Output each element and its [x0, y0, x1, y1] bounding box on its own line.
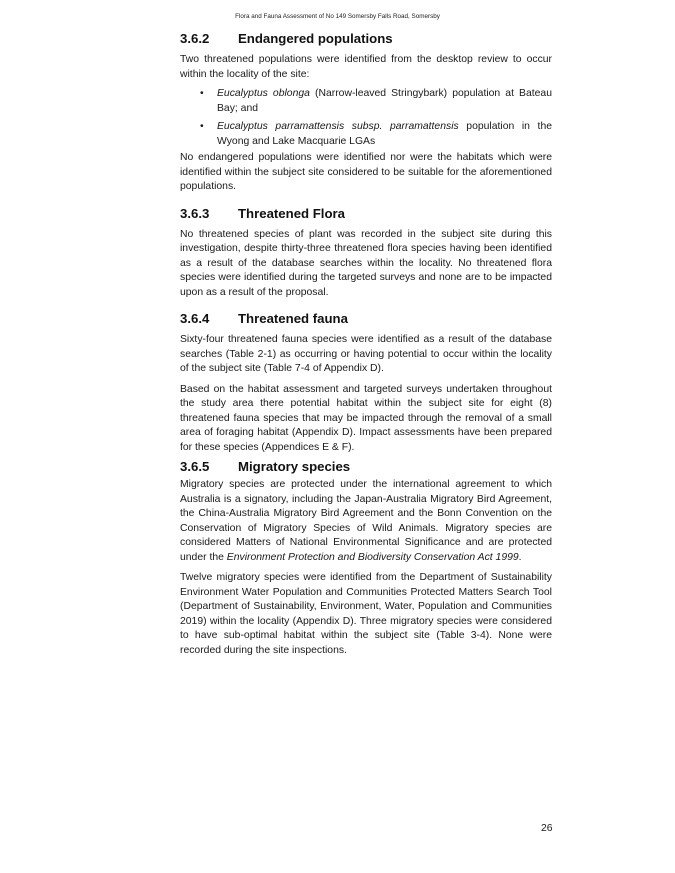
- species-name: Eucalyptus parramattensis subsp. parramattensis: [217, 121, 459, 132]
- paragraph: Two threatened populations were identified from the desktop review to occur within the locality of the site:: [180, 54, 552, 80]
- paragraph: [180, 478, 552, 565]
- heading-3-6-5: [180, 459, 552, 475]
- paragraph: Twelve migratory species were identified from the Department of Sustainability Environment Water Population and Communities Protected Matters Search Tool (Department of Sustainability, Environment, Water, Population and Communities 2019) within the locality (Appendix D). Three migratory species were considered to have sub-optimal habitat within the subject site (Table 3-4). None were recorded during the site inspections.: [180, 572, 552, 656]
- act-title: Environment Protection and Biodiversity Conservation Act 1999: [226, 551, 519, 563]
- paragraph-text: Migratory species are protected under the international agreement to which Australia is a signatory, including the Japan-Australia Migratory Bird Agreement, the China-Australia Migratory Bird Agreement and the Bonn Convention on the Conservation of Migratory Species of Wild Animals. Migratory species are considered Matters of National Environmental Significance and are protected under the: [180, 479, 552, 563]
- paragraph: No threatened species of plant was recorded in the subject site during this investigation, despite thirty-three threatened flora species having been identified as a result of the database searches within the locality. No threatened flora species were identified during the targeted surveys and none are to be impacted upon as a result of the proposal.: [180, 228, 552, 298]
- bullet-icon: •: [200, 121, 204, 132]
- heading-3-6-4: [180, 311, 552, 327]
- bullet-icon: •: [200, 88, 204, 99]
- heading-number: 3.6.4: [180, 311, 210, 326]
- heading-number: 3.6.2: [180, 31, 210, 46]
- paragraph: Sixty-four threatened fauna species were identified as a result of the database searches (Table 2-1) as occurring or having potential to occur within the locality of the subject site (Table 7-4 of Appendix D).: [180, 334, 552, 374]
- heading-title: Threatened fauna: [238, 311, 348, 326]
- list-item: [180, 120, 552, 149]
- list-item-text: (Narrow-leaved Stringybark) population at Bateau Bay; and: [217, 88, 552, 114]
- heading-title: Endangered populations: [238, 31, 393, 46]
- heading-number: 3.6.5: [180, 459, 210, 474]
- heading-number: 3.6.3: [180, 205, 210, 221]
- running-header: Flora and Fauna Assessment of No 149 Somersby Falls Road, Somersby: [235, 13, 440, 20]
- heading-3-6-3: [180, 206, 552, 222]
- heading-title: Migratory species: [238, 459, 351, 474]
- list-item: [180, 87, 552, 116]
- species-name: Eucalyptus oblonga: [217, 88, 310, 99]
- list-item-text: population in the Wyong and Lake Macquarie LGAs: [217, 121, 552, 147]
- heading-3-6-2: [180, 31, 552, 47]
- document-body: [180, 31, 552, 658]
- paragraph: No endangered populations were identified nor were the habitats which were identified within the subject site considered to be suitable for the aforementioned populations.: [180, 152, 552, 192]
- paragraph-text: .: [518, 551, 522, 563]
- page-number: 26: [541, 823, 553, 834]
- paragraph: Based on the habitat assessment and targeted surveys undertaken throughout the study area there potential habitat within the subject site for eight (8) threatened fauna species that may be impacted through the removal of a small area of foraging habitat (Appendix D). Impact assessments have been prepared for these species (Appendices E & F).: [180, 383, 552, 453]
- bullet-list: [180, 87, 552, 149]
- heading-title: Threatened Flora: [238, 205, 345, 221]
